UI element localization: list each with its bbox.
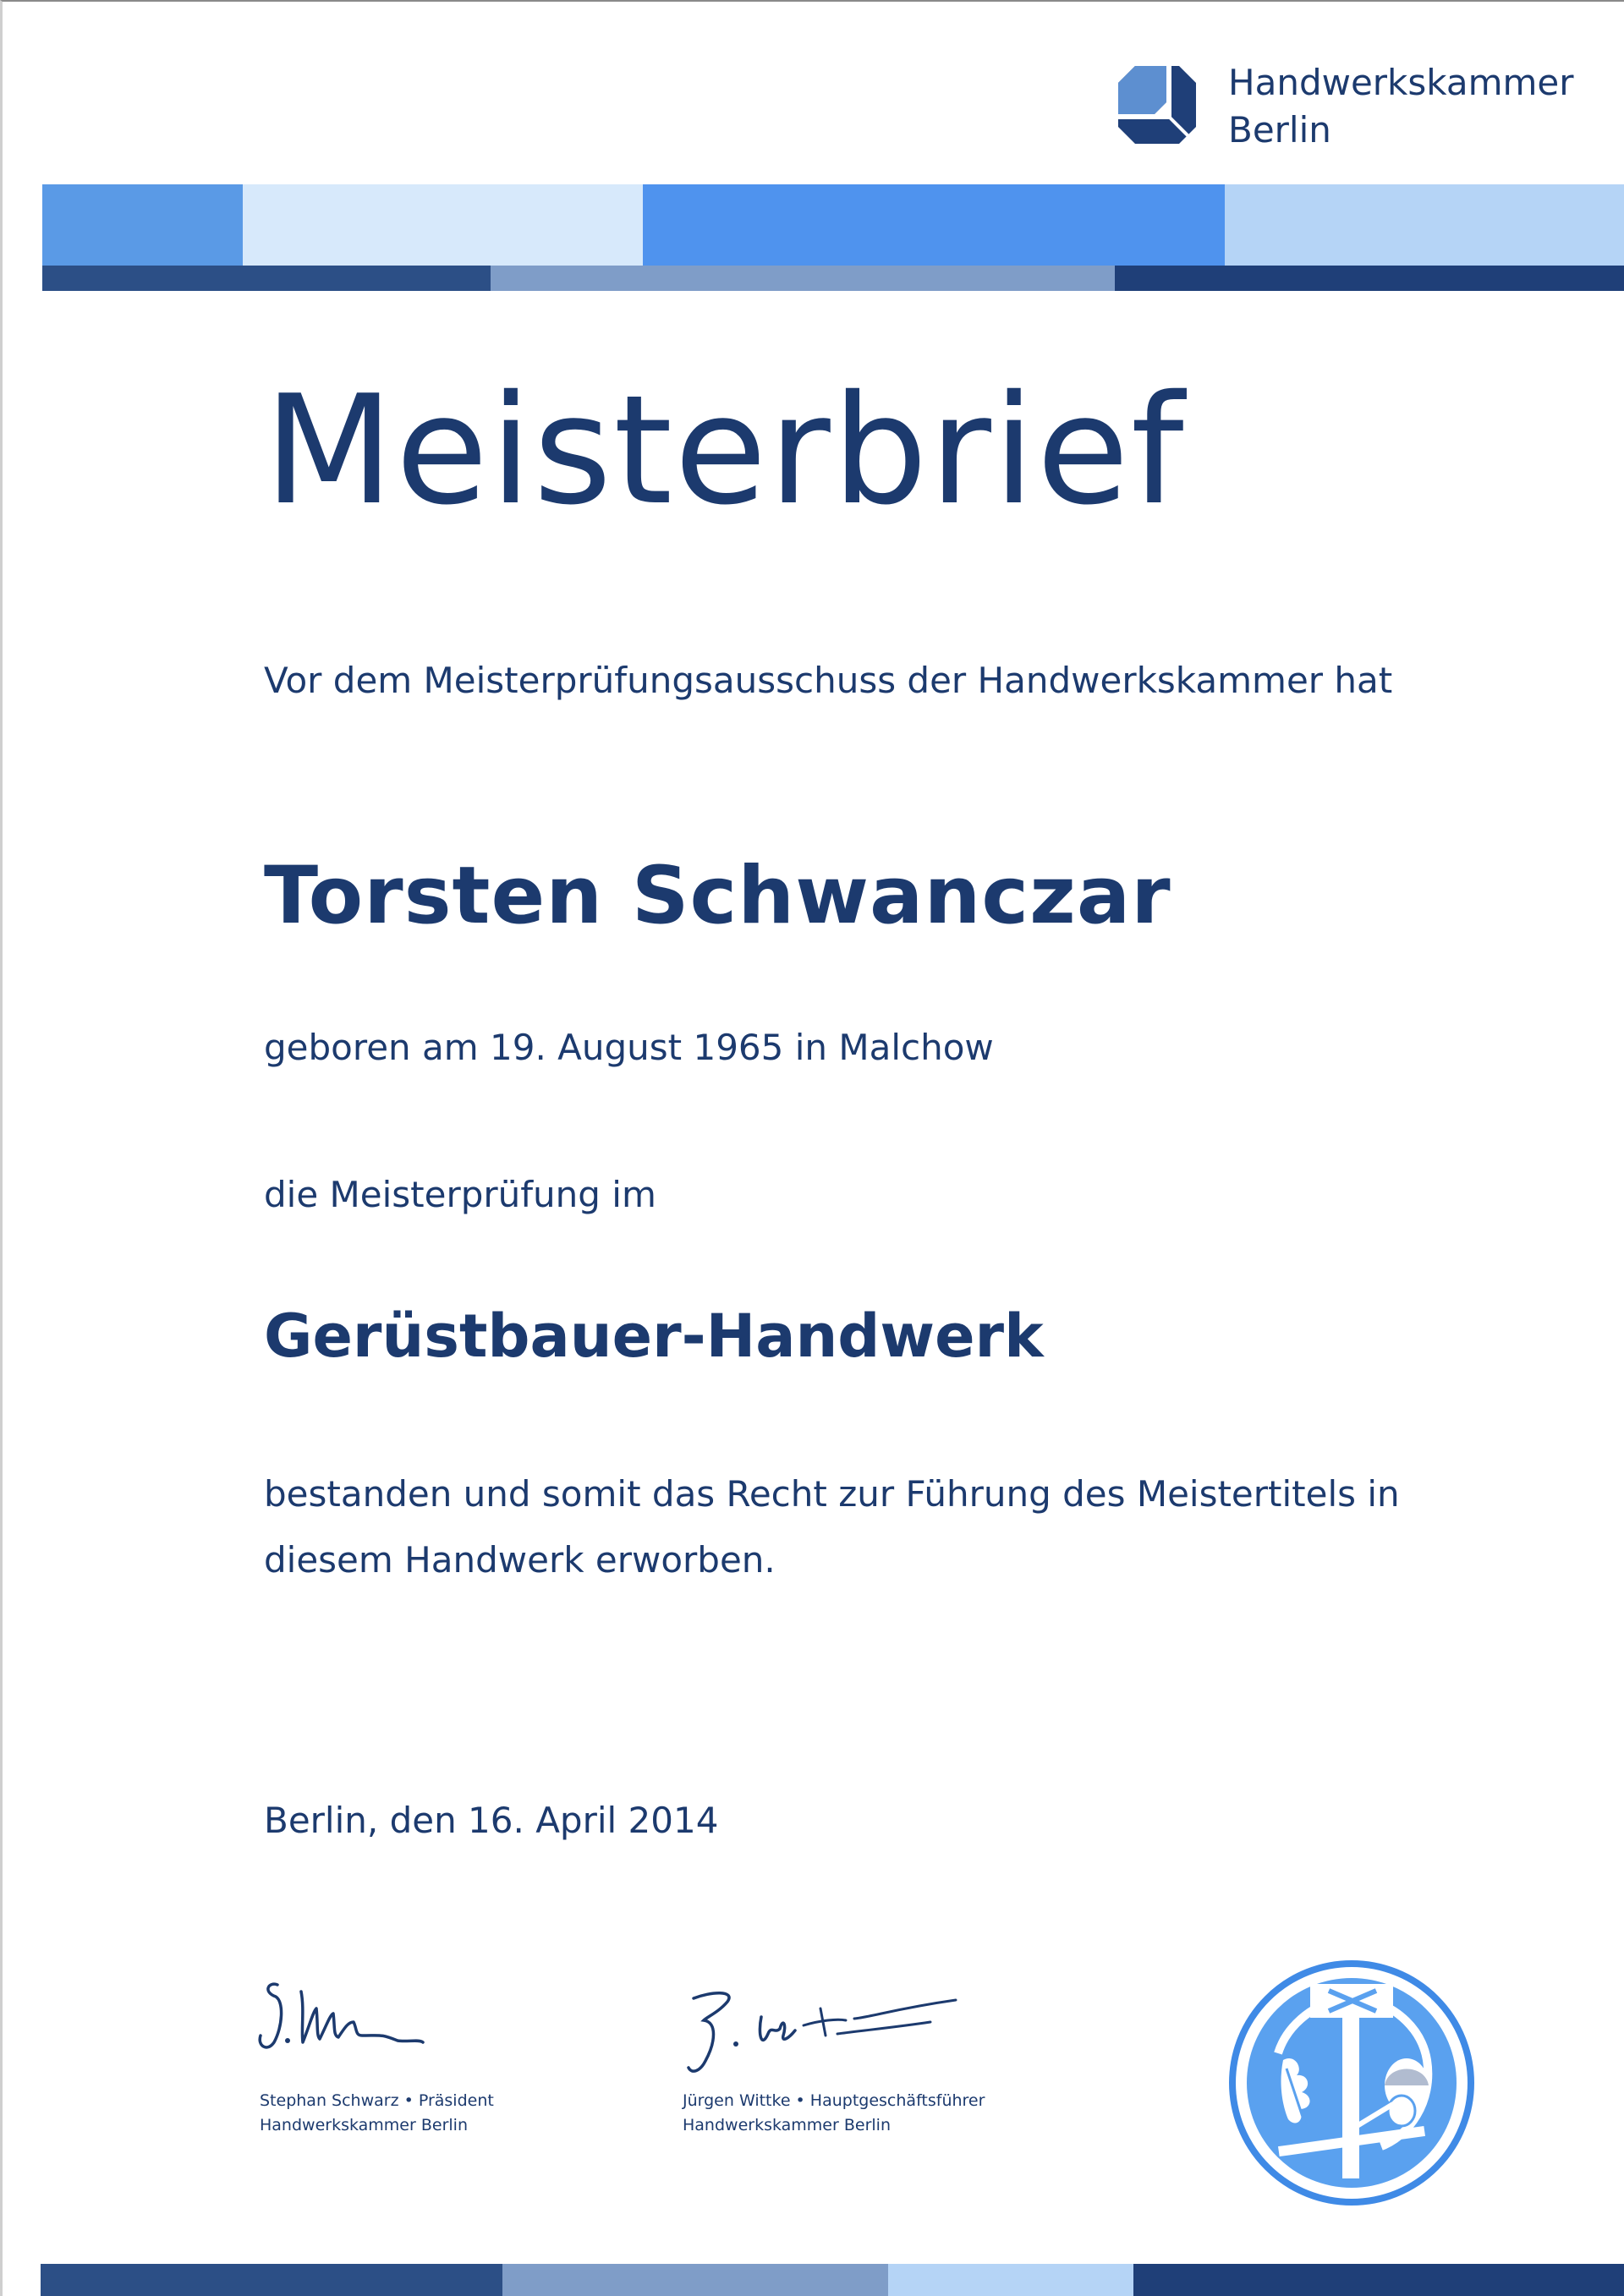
- recipient-name: Torsten Schwanczar: [264, 850, 1171, 942]
- signature-caption-president: [260, 2089, 494, 2138]
- header-bar: [42, 266, 491, 291]
- signatory-org: Handwerkskammer Berlin: [260, 2116, 468, 2134]
- footer-bar: [1133, 2264, 1624, 2296]
- org-name: [1228, 59, 1574, 154]
- exam-text: die Meisterprüfung im: [264, 1174, 656, 1215]
- intro-text: Vor dem Meisterprüfungsausschuss der Handwerkskammer hat: [264, 660, 1393, 701]
- header-stripe: [42, 184, 243, 266]
- footer-bar: [888, 2264, 1133, 2296]
- result-text-line1: bestanden und somit das Recht zur Führung des Meistertitels in: [264, 1473, 1400, 1515]
- footer-bar: [502, 2264, 888, 2296]
- signatory-name: Stephan Schwarz • Präsident: [260, 2091, 494, 2110]
- birth-text: geboren am 19. August 1965 in Malchow: [264, 1027, 994, 1068]
- signatory-org: Handwerkskammer Berlin: [683, 2116, 891, 2134]
- header-bar: [1115, 266, 1624, 291]
- hwk-berlin-logo-icon: [1118, 66, 1196, 144]
- signature-president: [254, 1975, 448, 2055]
- result-text-line2: diesem Handwerk erworben.: [264, 1539, 776, 1581]
- org-name-line1: Handwerkskammer: [1228, 62, 1574, 103]
- header-stripe: [243, 184, 643, 266]
- org-name-line2: Berlin: [1228, 109, 1331, 151]
- signature-caption-director: [683, 2089, 985, 2138]
- header-bar: [491, 266, 1115, 291]
- header-stripe: [643, 184, 1225, 266]
- header-stripe: [1225, 184, 1624, 266]
- signature-managing-director: [677, 1983, 964, 2085]
- trade-name: Gerüstbauer-Handwerk: [264, 1301, 1044, 1371]
- hammer-oak-seal-icon: [1227, 1959, 1476, 2207]
- place-date: Berlin, den 16. April 2014: [264, 1800, 719, 1841]
- footer-bar: [41, 2264, 502, 2296]
- signatory-name: Jürgen Wittke • Hauptgeschäftsführer: [683, 2091, 985, 2110]
- certificate-title: Meisterbrief: [264, 363, 1186, 538]
